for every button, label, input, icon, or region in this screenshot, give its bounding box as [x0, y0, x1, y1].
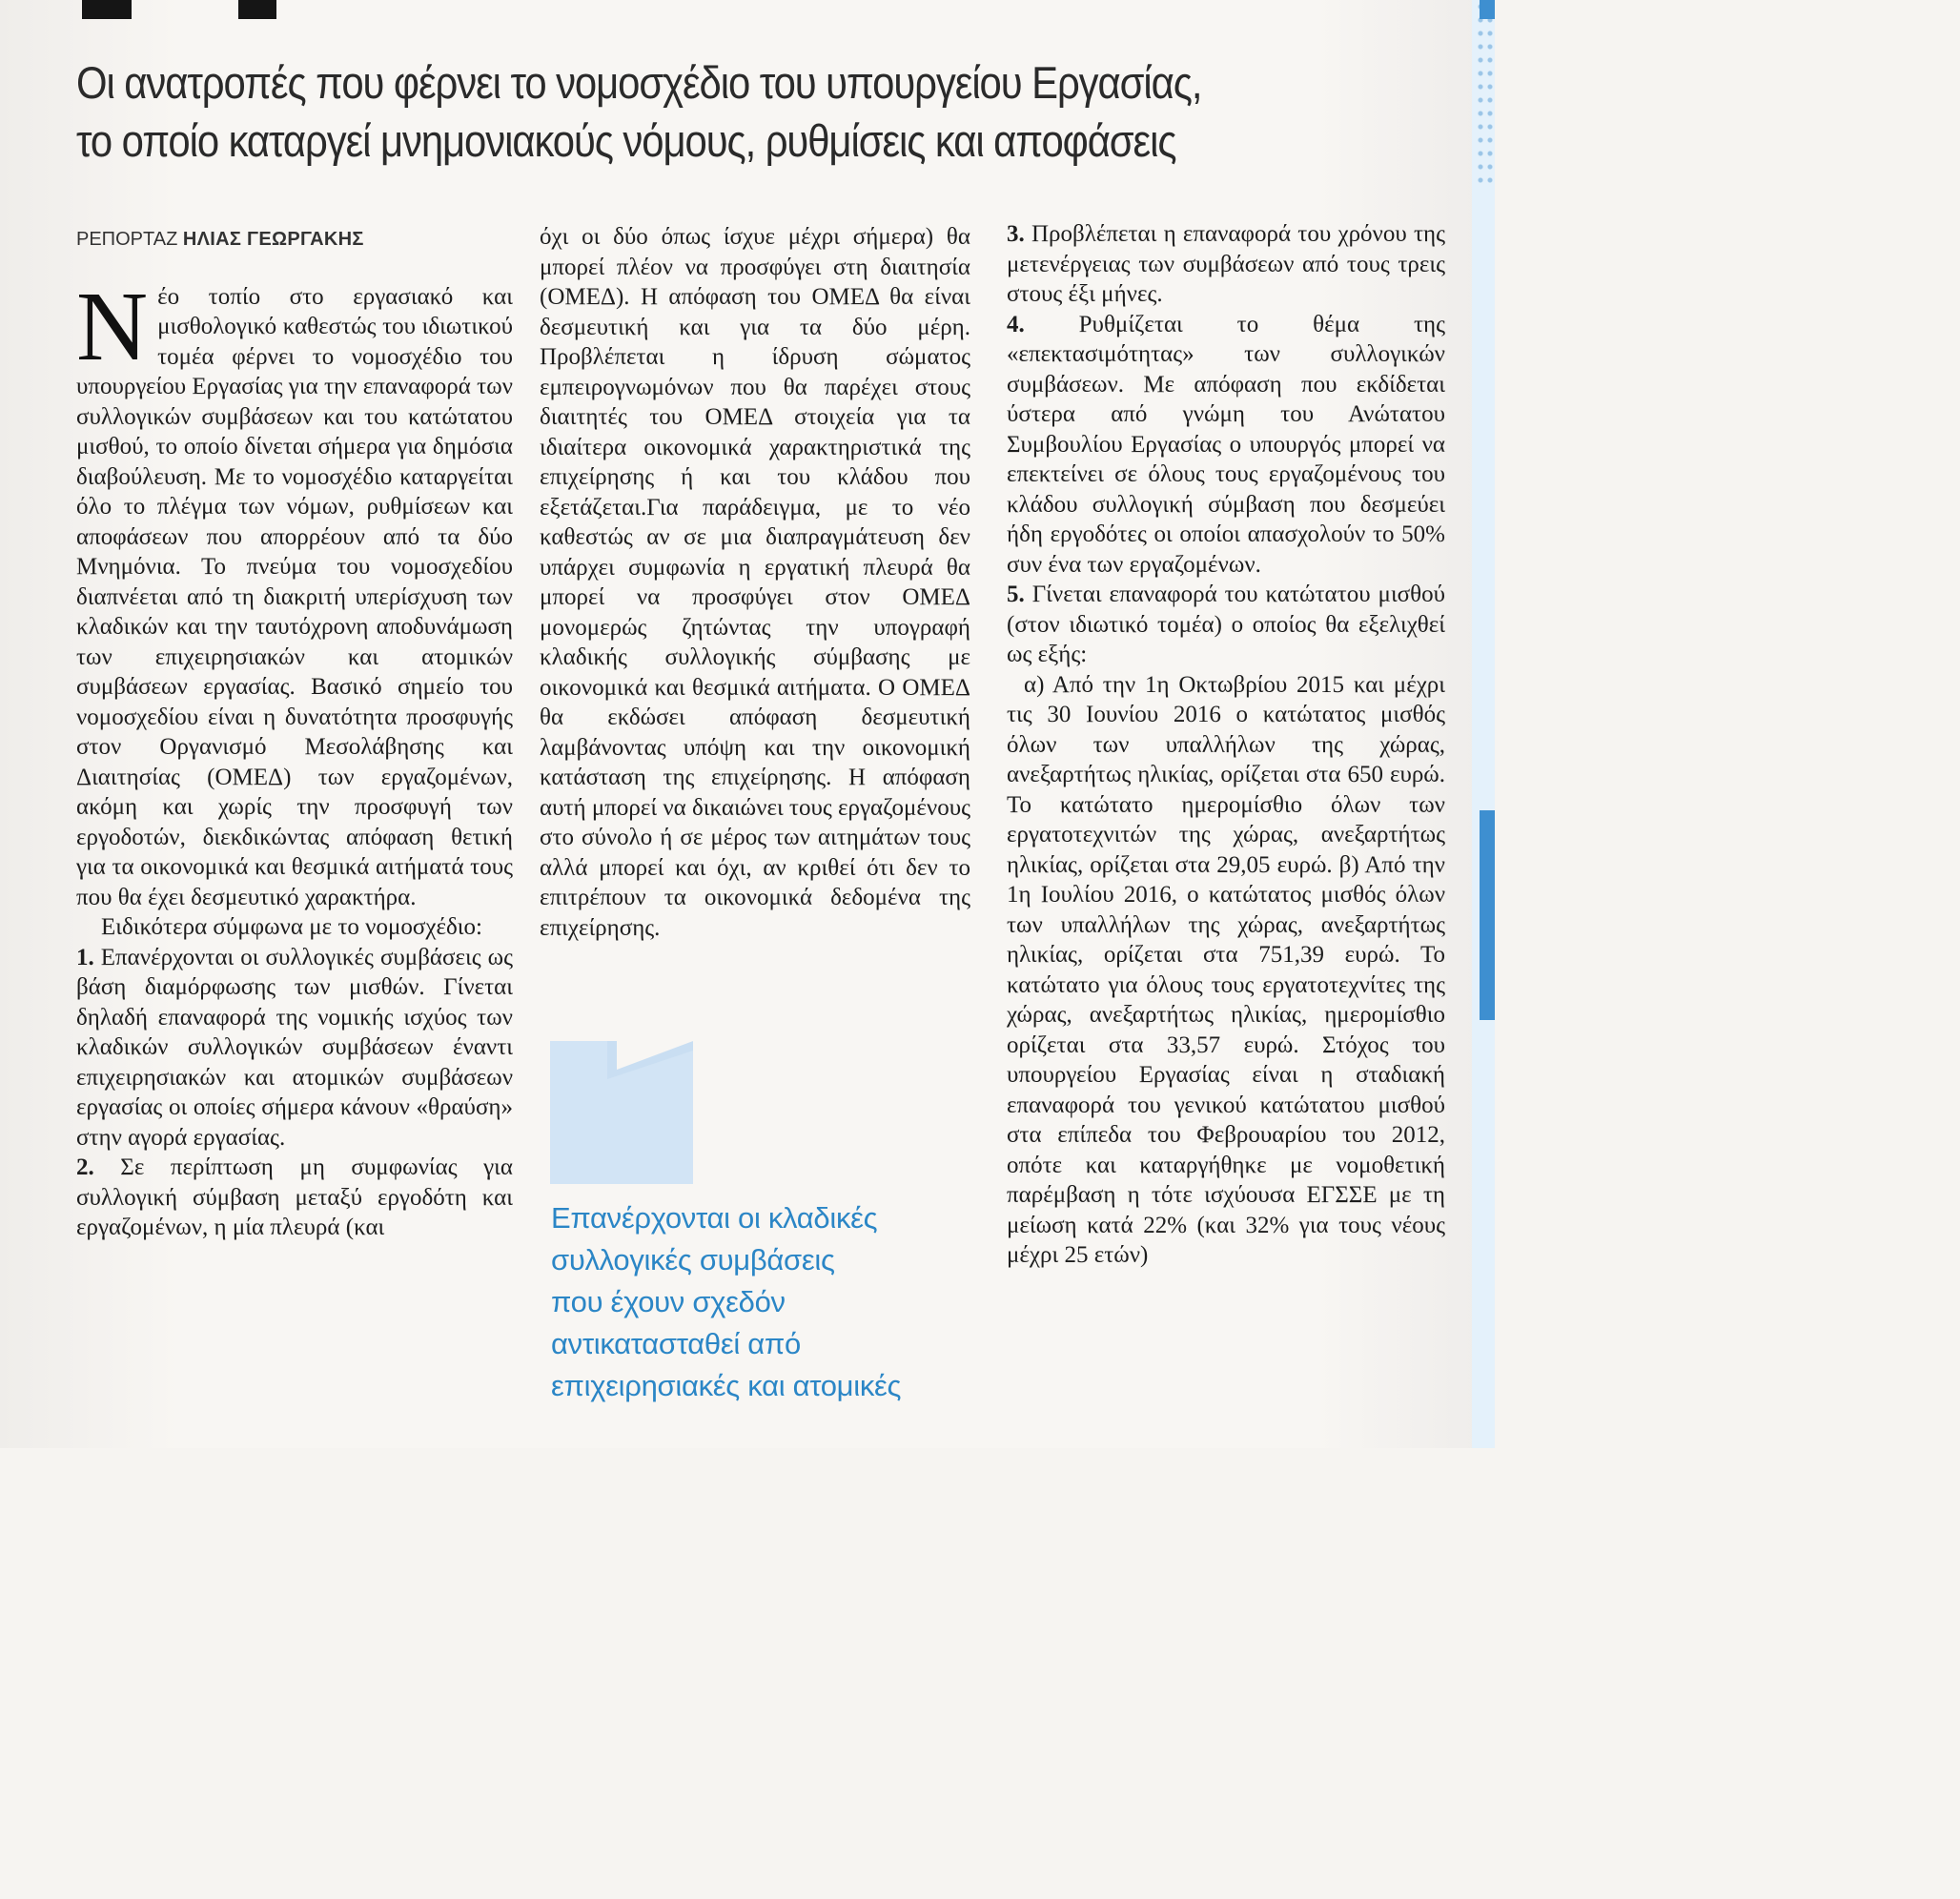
pullquote [551, 1197, 970, 1407]
pullquote-line-5: επιχειρησιακές και ατομικές [551, 1369, 902, 1402]
adjacent-page-edge [1472, 0, 1495, 1448]
list-item-4-number: 4. [1007, 311, 1025, 337]
drop-cap: Ν [76, 271, 149, 381]
pullquote-line-1: Επανέρχονται οι κλαδικές [551, 1201, 878, 1235]
list-item-3-text: Προβλέπεται η επαναφορά του χρόνου της μετενέργειας των συμβάσεων από τους τρεις στους έξι μήνες. [1007, 221, 1445, 307]
list-item-2 [76, 1153, 513, 1243]
list-item-1-number: 1. [76, 944, 94, 970]
list-item-4-text: Ρυθμίζεται το θέμα της «επεκτασιμότητας» των συλλογικών συμβάσεων. Με απόφαση που εκδίδεται ύστερα από γνώμη του Ανώτατου Συμβουλίου Εργασίας ο υπουργός μπορεί να επεκτείνει σε όλους τους εργαζομένους του κλάδου συλλογική σύμβαση που δεσμεύει ήδη εργοδότες οι οποίοι απασχολούν το 50% συν ένα των εργαζομένων. [1007, 311, 1445, 578]
edge-blue-bar [1480, 810, 1495, 1020]
pullquote-line-3: που έχουν σχεδόν [551, 1285, 786, 1318]
headline-line-2: το οποίο καταργεί μνημονιακούς νόμους, ρυθμίσεις και αποφάσεις [76, 115, 1176, 166]
list-item-1-text: Επανέρχονται οι συλλογικές συμβάσεις ως βάση διαμόρφωσης των μισθών. Γίνεται δηλαδή επαναφορά της νομικής ισχύος των κλαδικών συλλογικών συμβάσεων έναντι επιχειρησιακών και ατομικών συμβάσεων εργασίας οι οποίες σήμερα κάνουν «θραύση» στην αγορά εργασίας. [76, 944, 513, 1151]
lead-paragraph [76, 271, 513, 913]
list-item-2-text: Σε περίπτωση μη συμφωνίας για συλλογική σύμβαση μεταξύ εργοδότη και εργαζομένων, η μία πλευρά (και [76, 1154, 514, 1240]
masthead-fragment-right [238, 0, 276, 19]
list-item-5-number: 5. [1007, 582, 1025, 607]
article-column-2 [540, 222, 970, 943]
list-item-1 [76, 943, 513, 1154]
byline-label: ΡΕΠΟΡΤΑΖ [76, 229, 178, 250]
list-item-2-number: 2. [76, 1154, 94, 1180]
article-column-1 [76, 225, 513, 1243]
list-item-5-text: Γίνεται επαναφορά του κατώτατου μισθού (στον ιδιωτικό τομέα) ο οποίος θα εξελιχθεί ως εξής: [1007, 582, 1445, 667]
list-item-4 [1007, 310, 1445, 581]
headline [76, 53, 1307, 170]
masthead-fragment-left [82, 0, 132, 19]
article-column-3 [1007, 219, 1445, 1271]
column-2-text: όχι οι δύο όπως ίσχυε μέχρι σήμερα) θα μπορεί πλέον να προσφύγει στη διαιτησία (ΟΜΕΔ). Η απόφαση του ΟΜΕΔ θα είναι δεσμευτική και για τα δύο μέρη. Προβλέπεται η ίδρυση σώματος εμπειρογνωμόνων που θα παρέχει στους διαιτητές του ΟΜΕΔ στοιχεία για τα ιδιαίτερα οικονομικά χαρακτηριστικά της επιχείρησης ή και του κλάδου που εξετάζεται.Για παράδειγμα, με το νέο καθεστώς αν σε μια διαπραγμάτευση δεν υπάρχει συμφωνία η εργατική πλευρά θα μπορεί να προσφύγει στον ΟΜΕΔ μονομερώς ζητώντας την υπογραφή κλαδικής συλλογικής σύμβασης με οικονομικά και θεσμικά αιτήματα. Ο ΟΜΕΔ θα εκδώσει απόφαση δεσμευτική λαμβάνοντας υπόψη και την οικονομική κατάσταση της επιχείρησης. Η απόφαση αυτή μπορεί να δικαιώνει τους εργαζομένους στο σύνολο ή σε μέρος των αιτημάτων τους αλλά μπορεί και όχι, αν κριθεί ότι δεν το επιτρέπουν τα οικονομικά δεδομένα της επιχείρησης. [540, 224, 971, 941]
edge-blue-bar-top [1480, 0, 1495, 19]
pullquote-line-4: αντικατασταθεί από [551, 1327, 801, 1360]
pullquote-arrow-icon [550, 1041, 693, 1184]
headline-line-1: Οι ανατροπές που φέρνει το νομοσχέδιο του υπουργείου Εργασίας, [76, 57, 1202, 108]
list-item-3-number: 3. [1007, 221, 1025, 247]
list-item-5 [1007, 580, 1445, 670]
pullquote-line-2: συλλογικές συμβάσεις [551, 1243, 835, 1276]
byline [76, 225, 513, 255]
intro-paragraph: Ειδικότερα σύμφωνα με το νομοσχέδιο: [101, 914, 482, 940]
list-item-5-detail: α) Από την 1η Οκτωβρίου 2015 και μέχρι τις 30 Ιουνίου 2016 ο κατώτατος μισθός όλων των υπαλλήλων της χώρας, ανεξαρτήτως ηλικίας, ορίζεται στα 650 ευρώ. Το κατώτατο ημερομίσθιο όλων των εργατοτεχνιτών της χώρας, ανεξαρτήτως ηλικίας, ορίζεται στα 29,05 ευρώ. β) Από την 1η Ιουλίου 2016, ο κατώτατος μισθός όλων των υπαλλήλων της χώρας, ανεξαρτήτως ηλικίας, ορίζεται στα 751,39 ευρώ. Το κατώτατο για όλους τους εργατοτεχνίτες της χώρας, ανεξαρτήτως ηλικίας, ημερομίσθιο ορίζεται στα 33,57 ευρώ. Στόχος του υπουργείου Εργασίας είναι η σταδιακή επαναφορά του γενικού κατώτατου μισθού στα επίπεδα του Φεβρουαρίου του 2012, οπότε και καταργήθηκε με νομοθετική παρέμβαση η τότε ισχύουσα ΕΓΣΣΕ με τη μείωση κατά 22% (και 32% για τους νέους μέχρι 25 ετών) [1007, 671, 1445, 1268]
list-item-3 [1007, 219, 1445, 310]
lead-text: έο τοπίο στο εργασιακό και μισθολογικό καθεστώς του ιδιωτικού τομέα φέρνει το νομοσχέδιο του υπουργείου Εργασίας για την επαναφορά των συλλογικών συμβάσεων και του κατώτατου μισθού, το οποίο δίνεται σήμερα για δημόσια διαβούλευση. Με το νομοσχέδιο καταργείται όλο το πλέγμα των νόμων, ρυθμίσεων και αποφάσεων που απορρέουν από τα δύο Μνημόνια. Το πνεύμα του νομοσχεδίου διαπνέεται από τη διακριτή υπερίσχυση των κλαδικών και την ταυτόχρονη αποδυνάμωση των επιχειρησιακών και ατομικών συμβάσεων εργασίας. Βασικό σημείο του νομοσχεδίου είναι η δυνατότητα προσφυγής στον Οργανισμό Μεσολάβησης και Διαιτησίας (ΟΜΕΔ) των εργαζομένων, ακόμη και χωρίς την προσφυγή των εργοδοτών, διεκδικώντας απόφαση θετική για τα οικονομικά και θεσμικά αιτήματά τους που θα έχει δεσμευτικό χαρακτήρα. [76, 283, 513, 910]
byline-author: ΗΛΙΑΣ ΓΕΩΡΓΑΚΗΣ [182, 229, 364, 250]
edge-pattern [1476, 0, 1495, 191]
